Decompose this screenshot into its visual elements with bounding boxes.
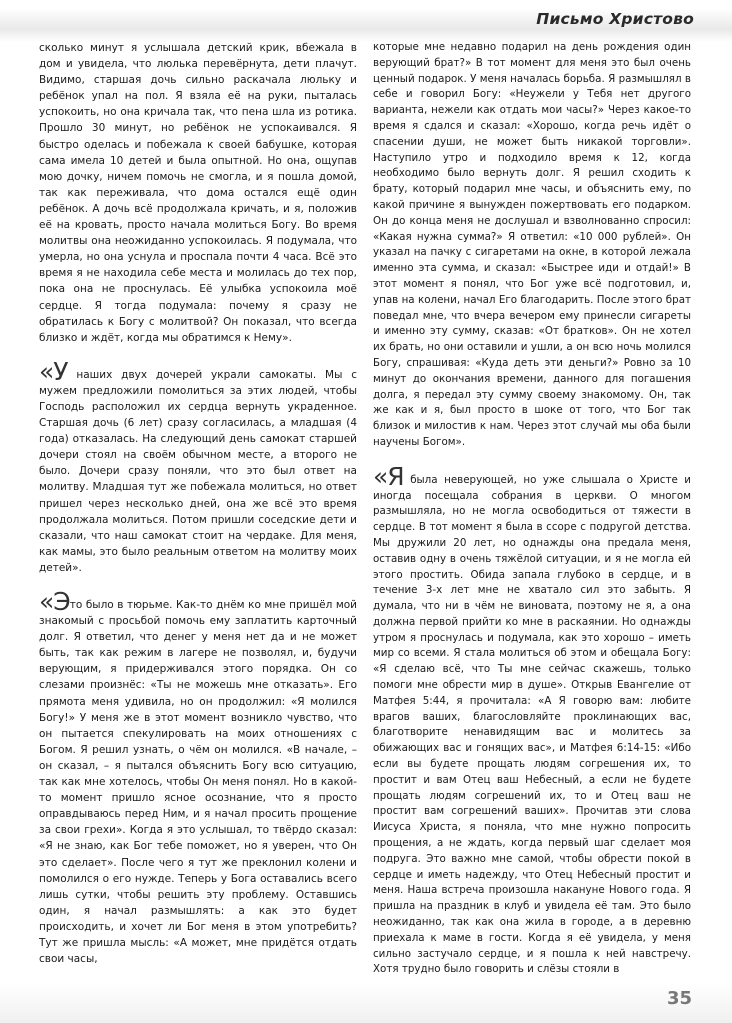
paragraph-story-scooters — [39, 356, 357, 576]
page-number: 35 — [666, 988, 692, 1009]
paragraph-story-prison-continued: которые мне недавно подарил на день рождения один верующий брат?» В тот момент для меня это был очень ценный подарок. У меня началась борьба. Я размышлял в себе и говорил Богу: «Неужели у Тебя нет другого варианта, нежели как отдать мои часы?» Через какое-то время я сдался и сказал: «Хорошо, когда речь идёт о спасении души, не может быть никакой торговли». Наступило утро и подходило время к 12, когда необходимо было вернуть долг. Я решил сходить к брату, который подарил мне часы, и объяснить ему, по какой причине я вынужден пожертвовать его подарком. Он до конца меня не дослушал и взволнованно спросил: «Какая нужна сумма?» Я ответил: «10 000 рублей». Он указал на пачку с сигаретами на окне, в которой лежала именно эта сумма, и сказал: «Быстрее иди и отдай!» В этот момент я понял, что Бог уже всё подготовил, и, упав на колени, начал Его благодарить. После этого брат поведал мне, что вчера вечером ему принесли сигареты и именно эту сумму, сказав: «От братков». Он не хотел их брать, но они оставили и ушли, а он всю ночь молился Богу, спрашивая: «Куда деть эти деньги?» Ровно за 10 минут до окончания времени, данного для погашения долга, я передал эту сумму своему знакомому. Он, так же как и я, был просто в шоке от того, что Бог так близок и милостив к нам. Через этот случай мы оба были научены Богом». — [373, 41, 691, 448]
running-header-title: Письмо Христово — [536, 10, 694, 28]
left-column — [39, 40, 357, 967]
right-column — [373, 40, 691, 978]
dropcap: «Я — [373, 461, 404, 491]
paragraph-story1-ending: сколько минут я услышала детский крик, вбежала в дом и увидела, что люлька перевёрнута, дети плачут. Видимо, старшая дочь сильно раскачала люльку и ребёнок упал на пол. Я взяла её на руки, пыталась успокоить, но она кричала так, что пена шла из ротика. Прошло 30 минут, но ребёнок не успокаивался. Я быстро оделась и побежала к своей бабушке, которая сама имела 10 детей и была опытной. Но она, ощупав мою дочку, ничем помочь не смогла, и я пошла домой, так как переживала, что дома остался ещё один ребёнок. А дочь всё продолжала кричать, и я, положив её на кровать, просто начала молиться Богу. Во время молитвы она неожиданно успокоилась. Я подумала, что умерла, но она уснула и проспала почти 4 часа. Всё это время я не находила себе места и молилась до тех пор, пока она не проснулась. Её улыбка успокоила моё сердце. Я тогда подумала: почему я сразу не обратилась к Богу с молитвой? Он показал, что всегда близко и ждёт, когда мы обратимся к Нему». — [39, 42, 357, 344]
story-text: наших двух дочерей украли самокаты. Мы с мужем предложили помолиться за этих людей, чтобы Господь расположил их сердца вернуть украденное. Старшая дочь (6 лет) сразу согласилась, а младшая (4 года) отказалась. На следующий день самокат старшей дочери стоял на своём обычном месте, а второго не было. Дочери сразу поняли, что это был ответ на молитву. Младшая тут же побежала молиться, но ответ пришел через несколько дней, она же всё это время продолжала молиться. Потом пришли соседские дети и сказали, что наш самокат стоит на чердаке. Для меня, как мамы, это было реальным ответом на молитву моих детей». — [39, 368, 357, 574]
paragraph-story-forgiveness — [373, 461, 691, 979]
paragraph-story-prison — [39, 587, 357, 967]
dropcap: «Э — [39, 587, 70, 616]
dropcap: «У — [39, 356, 68, 386]
story-text: то было в тюрьме. Как-то днём ко мне пришёл мой знакомый с просьбой помочь ему заплатить карточный долг. Я ответил, что денег у меня нет да и не может быть, так как режим в лагере не позволял, и, будучи верующим, я придерживался этого порядка. Он со слезами произнёс: «Ты не можешь мне отказать». Его прямота меня удивила, но он продолжил: «Я молился Богу!» У меня же в этот момент возникло чувство, что он пытается спекулировать на моих отношениях с Богом. Я решил узнать, о чём он молился. «В начале, – он сказал, – я пытался объяснить Богу всю ситуацию, так как мне хотелось, чтобы Он меня понял. Но в какой-то момент пришло ясное осознание, что я просто оправдываюсь перед Ним, и я начал просить прощение за свои грехи». Когда я это услышал, то твёрдо сказал: «Я не знаю, как Бог тебе поможет, но я уверен, что Он это сделает». После чего я тут же преклонил колени и помолился о его нужде. Теперь у Бога оставались всего лишь сутки, чтобы решить эту проблему. Оставшись один, я начал размышлять: а как это будет происходить, и хочет ли Бог меня в этом употребить? Тут же пришла мысль: «А может, мне придётся отдать свои часы, — [39, 599, 357, 966]
story-text: была неверующей, но уже слышала о Христе и иногда посещала собрания в церкви. О многом размышляла, но не могла освободиться от тяжести в сердце. В тот момент я была в ссоре с подругой детства. Мы дружили 20 лет, но однажды она предала меня, оставив одну в очень тяжёлой ситуации, и я не могла ей этого простить. Обида запала глубоко в сердце, и в течение 3-х лет мне не хватало сил это забыть. Я думала, что ни в чём не виновата, поэтому не я, а она должна первой прийти ко мне в раскаянии. Но однажды утром я проснулась и подумала, как это хорошо – иметь мир со всеми. Я стала молиться об этом и обещала Богу: «Я сделаю всё, что Ты мне сейчас скажешь, только помоги мне обрести мир в душе». Открыв Евангелие от Матфея 5:44, я прочитала: «А Я говорю вам: любите врагов ваших, благословляйте проклинающих вас, благотворите ненавидящим вас и молитесь за обижающих вас и гонящих вас», и Матфея 6:14-15: «Ибо если вы будете прощать людям согрешения их, то простит и вам Отец ваш Небесный, а если не будете прощать людям согрешений их, то и Отец ваш не простит вам согрешений ваших». Прочитав эти слова Иисуса Христа, я поняла, что мне нужно попросить прощения, а не ждать, когда первый шаг сделает моя подруга. Это важно мне самой, чтобы обрести покой в сердце и иметь надежду, что Отец Небесный простит и меня. Наша встреча произошла накануне Нового года. Я пришла на праздник в клуб и увидела её там. Это было неожиданно, так как она жила в городе, а в деревню приехала к маме в гости. Когда я её увидела, у меня сильно застучало сердце, и я пошла к ней навстречу. Хотя трудно было говорить и слёзы стояли в — [373, 473, 691, 976]
footer-bar — [0, 983, 732, 1023]
